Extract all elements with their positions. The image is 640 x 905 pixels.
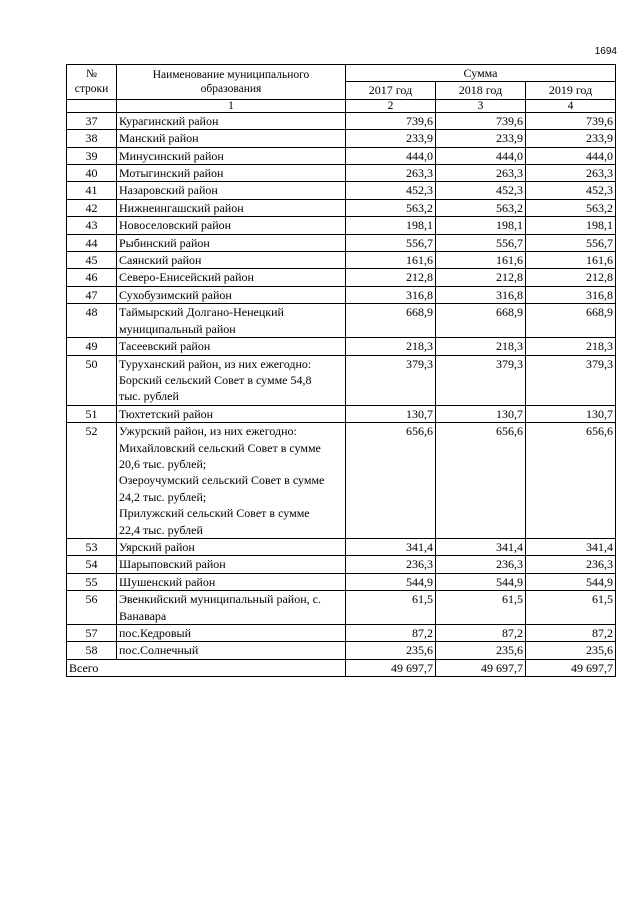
municipality-name-line: Манский район — [119, 131, 199, 146]
municipality-name-line: муниципальный район — [119, 321, 236, 336]
value-2019: 236,3 — [526, 556, 616, 573]
municipality-name — [117, 182, 346, 199]
table-row — [67, 182, 616, 199]
column-index-row — [67, 99, 616, 112]
table-row — [67, 591, 616, 625]
row-number: 37 — [67, 112, 117, 129]
table-row — [67, 573, 616, 590]
municipality-name-line: Мотыгинский район — [119, 166, 224, 181]
table-row — [67, 252, 616, 269]
municipality-name-line: Таймырский Долгано-Ненецкий — [119, 305, 284, 320]
value-2018: 233,9 — [436, 130, 526, 147]
value-2017: 316,8 — [346, 286, 436, 303]
total-2018: 49 697,7 — [436, 659, 526, 676]
header-municipality-name — [117, 65, 346, 100]
table-row — [67, 286, 616, 303]
municipality-name — [117, 304, 346, 338]
municipality-name — [117, 165, 346, 182]
table-row — [67, 112, 616, 129]
table-row — [67, 642, 616, 659]
value-2017: 739,6 — [346, 112, 436, 129]
row-number: 44 — [67, 234, 117, 251]
value-2017: 130,7 — [346, 405, 436, 422]
total-2019: 49 697,7 — [526, 659, 616, 676]
table-row — [67, 199, 616, 216]
municipality-name — [117, 405, 346, 422]
value-2018: 87,2 — [436, 625, 526, 642]
value-2019: 341,4 — [526, 538, 616, 555]
column-index-blank — [67, 99, 117, 112]
municipality-name-line: Эвенкийский муниципальный район, с. — [119, 592, 321, 607]
municipality-name-line: Прилужский сельский Совет в сумме — [119, 506, 310, 521]
value-2019: 218,3 — [526, 338, 616, 355]
row-number: 56 — [67, 591, 117, 625]
municipality-name-line: Курагинский район — [119, 113, 219, 128]
value-2017: 263,3 — [346, 165, 436, 182]
value-2017: 341,4 — [346, 538, 436, 555]
value-2017: 668,9 — [346, 304, 436, 338]
value-2017: 379,3 — [346, 355, 436, 405]
municipality-name — [117, 234, 346, 251]
municipality-name — [117, 556, 346, 573]
municipality-name — [117, 217, 346, 234]
row-number: 47 — [67, 286, 117, 303]
value-2018: 212,8 — [436, 269, 526, 286]
municipality-name — [117, 338, 346, 355]
header-year-2019: 2019 год — [526, 82, 616, 99]
value-2018: 61,5 — [436, 591, 526, 625]
municipality-name — [117, 252, 346, 269]
column-index-2: 2 — [346, 99, 436, 112]
municipality-name-line: пос.Солнечный — [119, 643, 199, 658]
row-number: 39 — [67, 147, 117, 164]
column-index-3: 3 — [436, 99, 526, 112]
value-2018: 668,9 — [436, 304, 526, 338]
value-2019: 233,9 — [526, 130, 616, 147]
value-2018: 563,2 — [436, 199, 526, 216]
value-2019: 212,8 — [526, 269, 616, 286]
row-number: 49 — [67, 338, 117, 355]
page-number: 1694 — [594, 46, 617, 57]
value-2018: 218,3 — [436, 338, 526, 355]
value-2019: 316,8 — [526, 286, 616, 303]
value-2017: 61,5 — [346, 591, 436, 625]
table-row — [67, 304, 616, 338]
municipality-name-line: Ужурский район, из них ежегодно: — [119, 424, 297, 439]
municipality-name-line: тыс. рублей — [119, 389, 179, 404]
value-2017: 452,3 — [346, 182, 436, 199]
table-row — [67, 405, 616, 422]
row-number: 45 — [67, 252, 117, 269]
value-2017: 444,0 — [346, 147, 436, 164]
value-2017: 161,6 — [346, 252, 436, 269]
value-2018: 544,9 — [436, 573, 526, 590]
header-sum: Сумма — [346, 65, 616, 82]
value-2019: 668,9 — [526, 304, 616, 338]
value-2018: 130,7 — [436, 405, 526, 422]
municipality-name-line: Саянский район — [119, 253, 202, 268]
total-row — [67, 659, 616, 676]
value-2019: 235,6 — [526, 642, 616, 659]
value-2019: 656,6 — [526, 423, 616, 539]
value-2017: 236,3 — [346, 556, 436, 573]
row-number: 55 — [67, 573, 117, 590]
value-2018: 656,6 — [436, 423, 526, 539]
table-row — [67, 355, 616, 405]
municipality-name — [117, 642, 346, 659]
municipality-name — [117, 286, 346, 303]
municipality-name-line: Шушенский район — [119, 574, 216, 589]
municipality-name — [117, 147, 346, 164]
header-year-2018: 2018 год — [436, 82, 526, 99]
municipality-name — [117, 625, 346, 642]
table-row — [67, 147, 616, 164]
row-number: 43 — [67, 217, 117, 234]
municipality-name-line: Нижнеингашский район — [119, 200, 244, 215]
municipality-name-line: Северо-Енисейский район — [119, 270, 254, 285]
value-2019: 563,2 — [526, 199, 616, 216]
value-2018: 556,7 — [436, 234, 526, 251]
row-number: 54 — [67, 556, 117, 573]
value-2019: 61,5 — [526, 591, 616, 625]
header-row-number-symbol: № — [86, 67, 97, 80]
value-2017: 233,9 — [346, 130, 436, 147]
value-2017: 235,6 — [346, 642, 436, 659]
column-index-1: 1 — [117, 99, 346, 112]
value-2019: 452,3 — [526, 182, 616, 199]
value-2019: 556,7 — [526, 234, 616, 251]
value-2019: 87,2 — [526, 625, 616, 642]
value-2017: 218,3 — [346, 338, 436, 355]
table-header — [67, 65, 616, 113]
row-number: 40 — [67, 165, 117, 182]
municipality-name-line: 24,2 тыс. рублей; — [119, 489, 207, 504]
value-2019: 379,3 — [526, 355, 616, 405]
table-body — [67, 112, 616, 659]
value-2018: 198,1 — [436, 217, 526, 234]
municipality-name-line: 22,4 тыс. рублей — [119, 522, 203, 537]
value-2018: 444,0 — [436, 147, 526, 164]
header-row-number — [67, 65, 117, 100]
municipality-name-line: Тюхтетский район — [119, 406, 214, 421]
municipality-name-line: Назаровский район — [119, 183, 218, 198]
value-2017: 656,6 — [346, 423, 436, 539]
table-row — [67, 165, 616, 182]
total-label: Всего — [67, 659, 346, 676]
row-number: 42 — [67, 199, 117, 216]
municipality-name — [117, 112, 346, 129]
municipality-name — [117, 269, 346, 286]
column-index-4: 4 — [526, 99, 616, 112]
municipality-name-line: Минусинский район — [119, 148, 224, 163]
municipality-name-line: Новоселовский район — [119, 218, 232, 233]
header-row-number-label: строки — [74, 82, 109, 95]
value-2019: 544,9 — [526, 573, 616, 590]
municipality-name — [117, 423, 346, 539]
row-number: 41 — [67, 182, 117, 199]
header-name-line2: образования — [200, 82, 262, 95]
value-2018: 379,3 — [436, 355, 526, 405]
budget-table — [66, 64, 616, 677]
municipality-name-line: Сухобузимский район — [119, 287, 232, 302]
value-2017: 563,2 — [346, 199, 436, 216]
municipality-name-line: Уярский район — [119, 539, 195, 554]
municipality-name-line: 20,6 тыс. рублей; — [119, 456, 207, 471]
municipality-name-line: Борский сельский Совет в сумме 54,8 — [119, 372, 312, 387]
municipality-name-line: Туруханский район, из них ежегодно: — [119, 356, 312, 371]
municipality-name — [117, 199, 346, 216]
table-row — [67, 234, 616, 251]
row-number: 57 — [67, 625, 117, 642]
table-row — [67, 556, 616, 573]
value-2019: 130,7 — [526, 405, 616, 422]
municipality-name — [117, 573, 346, 590]
value-2019: 161,6 — [526, 252, 616, 269]
value-2017: 556,7 — [346, 234, 436, 251]
table-row — [67, 538, 616, 555]
value-2018: 341,4 — [436, 538, 526, 555]
table-row — [67, 217, 616, 234]
header-year-2017: 2017 год — [346, 82, 436, 99]
table-row — [67, 423, 616, 539]
row-number: 46 — [67, 269, 117, 286]
row-number: 53 — [67, 538, 117, 555]
municipality-name-line: пос.Кедровый — [119, 626, 192, 640]
municipality-name-line: Тасеевский район — [119, 339, 211, 354]
value-2017: 87,2 — [346, 625, 436, 642]
row-number: 51 — [67, 405, 117, 422]
value-2019: 263,3 — [526, 165, 616, 182]
value-2018: 316,8 — [436, 286, 526, 303]
row-number: 48 — [67, 304, 117, 338]
value-2019: 739,6 — [526, 112, 616, 129]
value-2019: 198,1 — [526, 217, 616, 234]
municipality-name-line: Озероучумский сельский Совет в сумме — [119, 473, 325, 488]
table-row — [67, 269, 616, 286]
municipality-name — [117, 538, 346, 555]
municipality-name — [117, 130, 346, 147]
value-2018: 161,6 — [436, 252, 526, 269]
row-number: 38 — [67, 130, 117, 147]
value-2018: 263,3 — [436, 165, 526, 182]
header-name-line1: Наименование муниципального — [152, 68, 310, 81]
value-2018: 452,3 — [436, 182, 526, 199]
value-2017: 544,9 — [346, 573, 436, 590]
value-2017: 212,8 — [346, 269, 436, 286]
table-row — [67, 625, 616, 642]
table-row — [67, 130, 616, 147]
municipality-name-line: Ванавара — [119, 608, 167, 623]
municipality-name-line: Рыбинский район — [119, 235, 210, 250]
row-number: 50 — [67, 355, 117, 405]
value-2018: 739,6 — [436, 112, 526, 129]
total-2017: 49 697,7 — [346, 659, 436, 676]
table-row — [67, 338, 616, 355]
municipality-name — [117, 591, 346, 625]
value-2017: 198,1 — [346, 217, 436, 234]
municipality-name-line: Шарыповский район — [119, 557, 226, 572]
value-2019: 444,0 — [526, 147, 616, 164]
row-number: 52 — [67, 423, 117, 539]
municipality-name — [117, 355, 346, 405]
value-2018: 235,6 — [436, 642, 526, 659]
municipality-name-line: Михайловский сельский Совет в сумме — [119, 440, 321, 455]
value-2018: 236,3 — [436, 556, 526, 573]
row-number: 58 — [67, 642, 117, 659]
